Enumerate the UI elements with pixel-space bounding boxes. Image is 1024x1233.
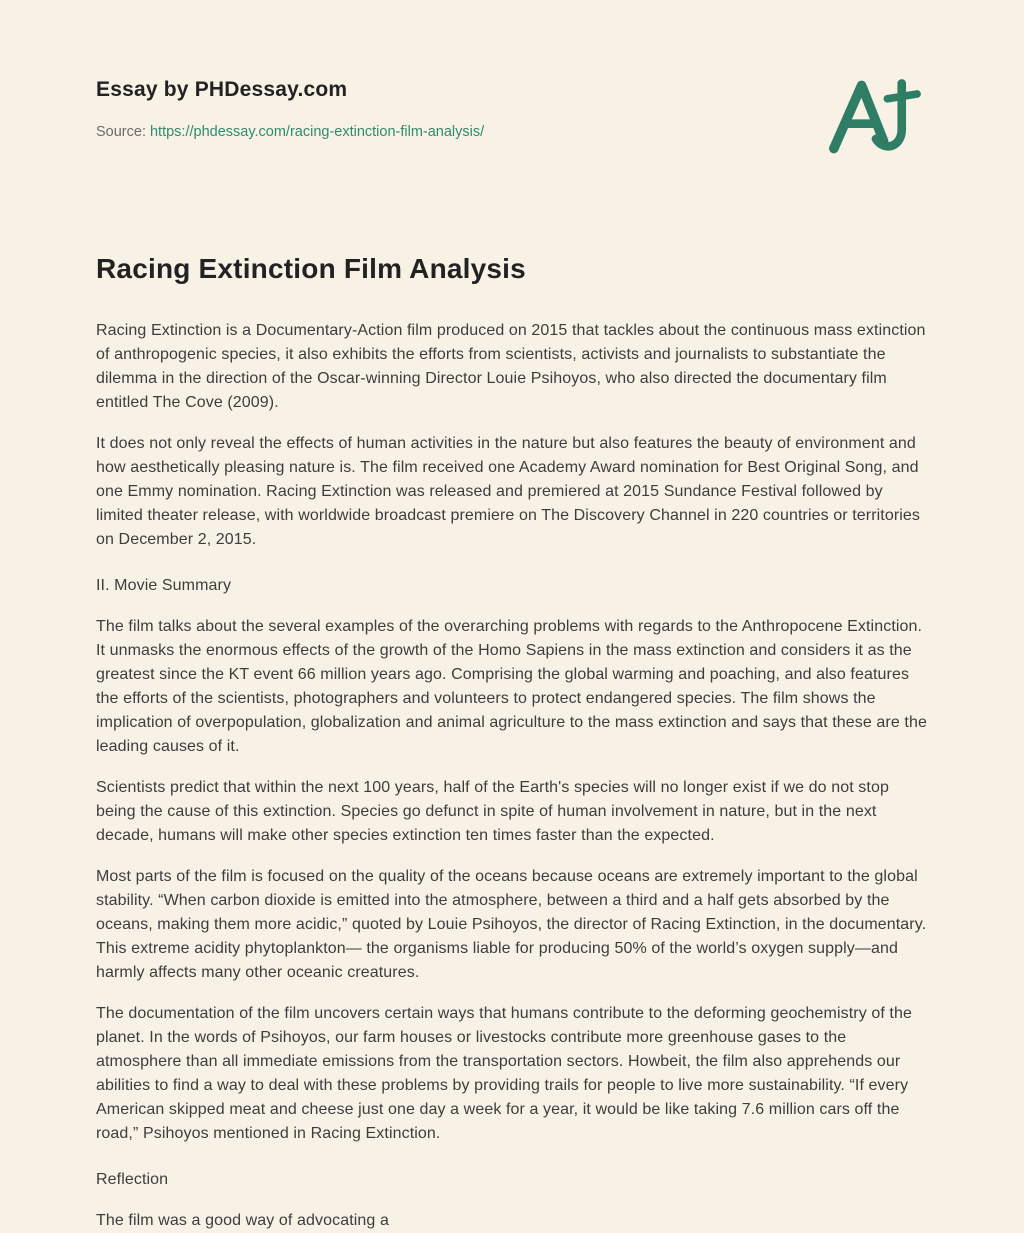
section-heading: II. Movie Summary [96,577,232,594]
brand-title: Essay by PHDessay.com [96,78,348,101]
phdessay-logo-icon [826,72,922,165]
section-heading: Reflection [96,1171,169,1188]
paragraph: Scientists predict that within the next 100 years, half of the Earth's species will no longer exist if we do not stop being the cause of this extinction. Species go defunct in spite of human involvement in nature, but in the next decade, humans will make other species extinction ten times faster than the expected. [96,779,889,844]
paragraph: It does not only reveal the effects of human activities in the nature but also features the beauty of environment and how aesthetically pleasing nature is. The film received one Academy Award nomination for Best Original Song, and one Emmy nomination. Racing Extinction was released and premiered at 2015 Sundance Festival followed by limited theater release, with worldwide broadcast premiere on The Discovery Channel in 220 countries or territories on December 2, 2015. [96,435,921,548]
paragraph: The film was a good way of advocating a [96,1212,389,1229]
source-url-link[interactable]: https://phdessay.com/racing-extinction-film-analysis/ [149,124,485,140]
page-header [96,78,928,165]
source-label: Source: [96,124,146,140]
paragraph: The film talks about the several examples of the overarching problems with regards to the Anthropocene Extinction. It unmasks the enormous effects of the growth of the Homo Sapiens in the mass extinction and considers it as the greatest since the KT event 66 million years ago. Comprising the global warming and poaching, and also features the efforts of the scientists, photographers and volunteers to protect endangered species. The film shows the implication of overpopulation, globalization and animal agriculture to the mass extinction and says that these are the leading causes of it. [96,618,927,755]
paragraph: Most parts of the film is focused on the quality of the oceans because oceans are extremely important to the global stability. “When carbon dioxide is emitted into the atmosphere, between a third and a half gets absorbed by the oceans, making them more acidic,” quoted by Louie Psihoyos, the director of Racing Extinction, in the documentary. This extreme acidity phytoplankton— the organisms liable for producing 50% of the world’s oxygen supply—and harmly affects many other oceanic creatures. [96,868,927,981]
essay-body [96,319,928,1233]
source-line [96,124,484,140]
paragraph: The documentation of the film uncovers certain ways that humans contribute to the deforming geochemistry of the planet. In the words of Psihoyos, our farm houses or livestocks contribute more greenhouse gases to the atmosphere than all immediate emissions from the transportation sectors. Howbeit, the film also apprehends our abilities to find a way to deal with these problems by providing trails for people to live more sustainability. “If every American skipped meat and cheese just one day a week for a year, it would be like taking 7.6 million cars off the road,” Psihoyos mentioned in Racing Extinction. [96,1005,912,1142]
header-left [96,78,484,140]
paragraph: Racing Extinction is a Documentary-Action film produced on 2015 that tackles about the continuous mass extinction of anthropogenic species, it also exhibits the efforts from scientists, activists and journalists to substantiate the dilemma in the direction of the Oscar-winning Director Louie Psihoyos, who also directed the documentary film entitled The Cove (2009). [96,322,926,411]
page-title: Racing Extinction Film Analysis [96,253,526,284]
